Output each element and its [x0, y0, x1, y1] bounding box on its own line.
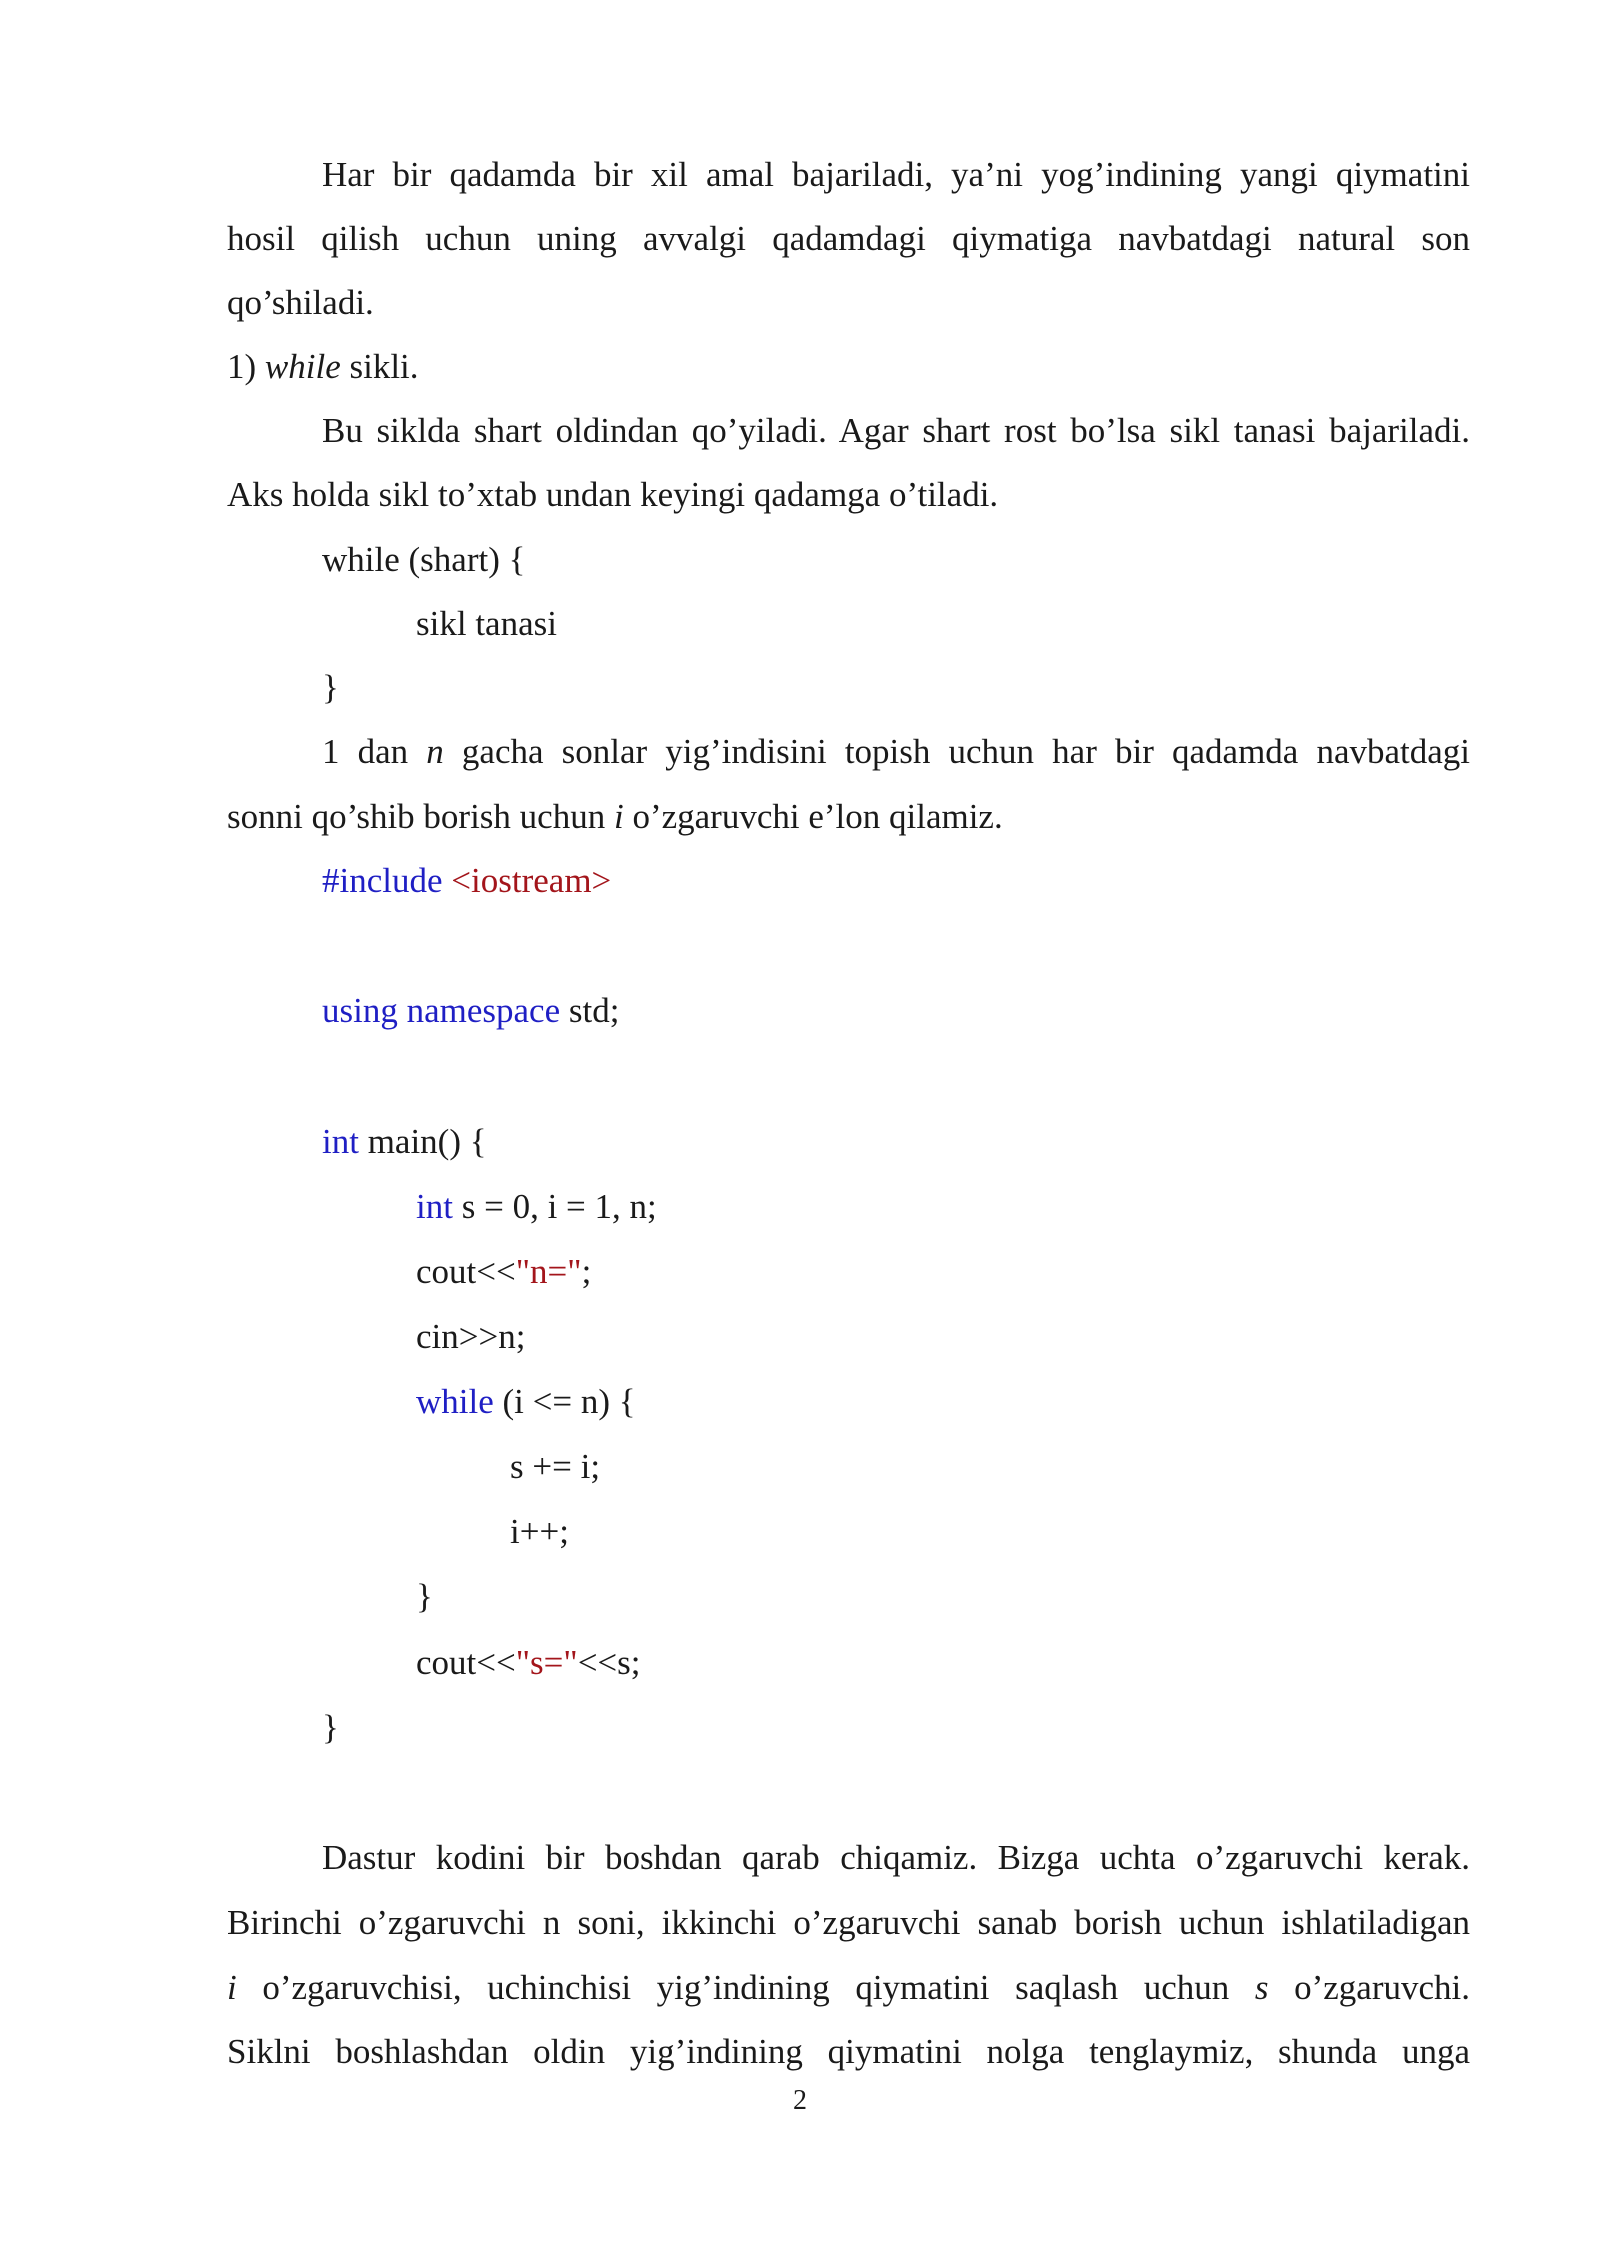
code-cout-s-b: <<s; [577, 1643, 641, 1682]
p3-text-a: 1 dan [322, 732, 427, 771]
code-cin-line: cin>>n; [416, 1317, 526, 1356]
paragraph-4-line-1: Dastur kodini bir boshdan qarab chiqamiz. Bizga uchta o’zgaruvchi kerak. [322, 1838, 1470, 1877]
code-while-rest: (i <= n) { [493, 1382, 636, 1421]
code-using-line [322, 989, 1565, 1033]
paragraph-4-line-4: Siklni boshlashdan oldin yig’indining qiymatini nolga tenglaymiz, shunda unga [227, 2032, 1470, 2071]
p4-variable-i: i [227, 1968, 237, 2007]
code-body-line-2: i++; [510, 1512, 569, 1551]
code-cout-s-line [416, 1641, 1600, 1685]
code-main-close: } [322, 1708, 339, 1747]
paragraph-1-line-2: hosil qilish uchun uning avvalgi qadamdagi qiymatiga navbatdagi natural son [227, 219, 1470, 258]
syntax-line-3: } [322, 668, 339, 707]
syntax-line-2: sikl tanasi [416, 604, 557, 643]
code-cout-n-string: "n=" [515, 1252, 582, 1291]
paragraph-4-line-3 [227, 1966, 1470, 2010]
paragraph-2-line-1: Bu siklda shart oldindan qo’yiladi. Agar shart rost bo’lsa sikl tanasi bajariladi. [322, 411, 1470, 450]
code-include-library: <iostream> [442, 861, 612, 900]
section-heading [227, 345, 1470, 389]
code-cout-n-line [416, 1250, 1600, 1294]
paragraph-3-line-1 [322, 730, 1470, 774]
p4-text-b: o’zgaruvchi. [1268, 1968, 1470, 2007]
heading-number: 1) [227, 347, 265, 386]
paragraph-1-line-1: Har bir qadamda bir xil amal bajariladi, ya’ni yog’indining yangi qiymatini [322, 155, 1470, 194]
p4-text-a: o’zgaruvchisi, uchinchisi yig’indining qiymatini saqlash uchun [236, 1968, 1255, 2007]
p3-text-b: gacha sonlar yig’indisini topish uchun har bir qadamda navbatdagi [443, 732, 1470, 771]
code-main-line [322, 1120, 1565, 1164]
p3-variable-i: i [613, 797, 624, 836]
code-cout-s-a: cout<< [416, 1643, 516, 1682]
code-body-line-1: s += i; [510, 1447, 601, 1486]
syntax-line-1: while (shart) { [322, 540, 526, 579]
page-number: 2 [793, 2085, 807, 2116]
code-while-keyword: while [416, 1382, 494, 1421]
paragraph-4-line-2: Birinchi o’zgaruvchi n soni, ikkinchi o’zgaruvchi sanab borish uchun ishlatiladigan [227, 1903, 1470, 1942]
code-include-line [322, 859, 1565, 903]
code-cout-n-b: ; [581, 1252, 592, 1291]
p3-text-c: sonni qo’shib borish uchun [227, 797, 614, 836]
code-main-type: int [322, 1122, 359, 1161]
p4-variable-s: s [1254, 1968, 1269, 2007]
heading-rest: sikli. [340, 347, 419, 386]
paragraph-1-line-3: qo’shiladi. [227, 283, 374, 322]
code-declaration-type: int [416, 1187, 453, 1226]
code-while-close: } [416, 1577, 433, 1616]
code-using-keyword: using namespace [322, 991, 561, 1030]
code-while-line [416, 1380, 1600, 1424]
code-declaration-rest: s = 0, i = 1, n; [452, 1187, 657, 1226]
code-cout-n-a: cout<< [416, 1252, 516, 1291]
code-using-rest: std; [560, 991, 620, 1030]
code-include-keyword: #include [322, 861, 443, 900]
code-main-rest: main() { [358, 1122, 487, 1161]
code-declaration-line [416, 1185, 1600, 1229]
code-cout-s-string: "s=" [515, 1643, 578, 1682]
paragraph-2-line-2: Aks holda sikl to’xtab undan keyingi qadamga o’tiladi. [227, 475, 999, 514]
paragraph-3-line-2 [227, 795, 1470, 839]
p3-variable-n: n [426, 732, 444, 771]
heading-keyword: while [264, 347, 341, 386]
p3-text-d: o’zgaruvchi e’lon qilamiz. [623, 797, 1003, 836]
